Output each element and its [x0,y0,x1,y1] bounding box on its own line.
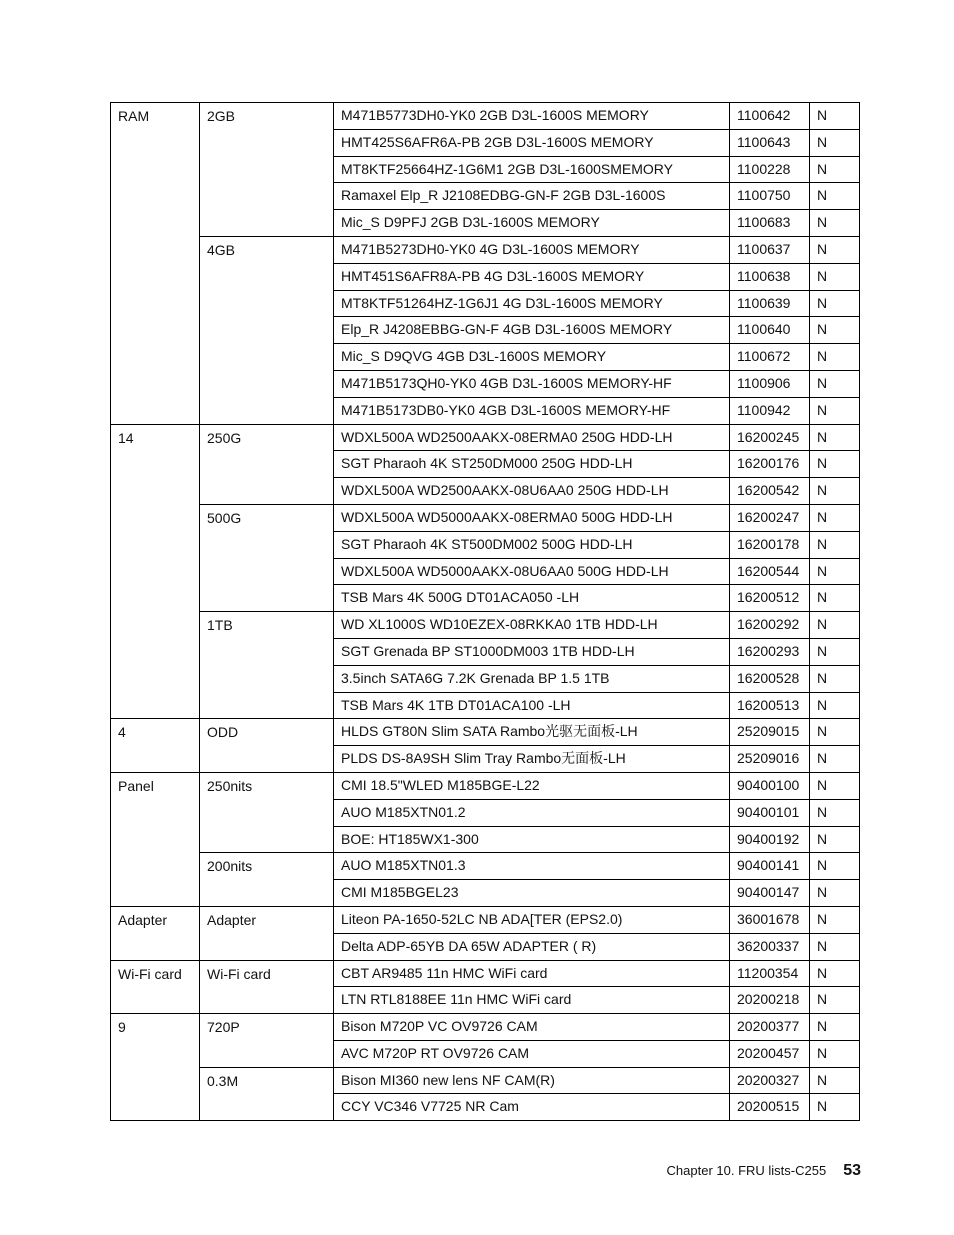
description-cell: CMI M185BGEL23 [334,880,730,907]
part-number-cell: 16200247 [730,504,810,531]
page-number: 53 [843,1162,861,1179]
description-cell: HMT425S6AFR6A-PB 2GB D3L-1600S MEMORY [334,129,730,156]
flag-cell: N [810,183,860,210]
part-number-cell: 1100906 [730,370,810,397]
flag-cell: N [810,263,860,290]
flag-cell: N [810,1094,860,1121]
description-cell: 3.5inch SATA6G 7.2K Grenada BP 1.5 1TB [334,665,730,692]
flag-cell: N [810,344,860,371]
spec-cell: 2GB [200,103,334,237]
flag-cell: N [810,236,860,263]
flag-cell: N [810,103,860,130]
category-cell: RAM [111,103,200,425]
part-number-cell: 90400192 [730,826,810,853]
description-cell: WDXL500A WD2500AAKX-08U6AA0 250G HDD-LH [334,478,730,505]
spec-cell: Adapter [200,906,334,960]
description-cell: Ramaxel Elp_R J2108EDBG-GN-F 2GB D3L-1600S [334,183,730,210]
flag-cell: N [810,397,860,424]
flag-cell: N [810,853,860,880]
part-number-cell: 20200218 [730,987,810,1014]
flag-cell: N [810,478,860,505]
flag-cell: N [810,317,860,344]
table-row [111,772,860,799]
part-number-cell: 16200544 [730,558,810,585]
table-row [111,1014,860,1041]
description-cell: WDXL500A WD5000AAKX-08ERMA0 500G HDD-LH [334,504,730,531]
fru-table-body [111,103,860,1121]
category-cell: Adapter [111,906,200,960]
category-cell: Wi-Fi card [111,960,200,1014]
flag-cell: N [810,960,860,987]
table-row [111,960,860,987]
category-cell: 9 [111,1014,200,1121]
part-number-cell: 25209016 [730,746,810,773]
flag-cell: N [810,987,860,1014]
flag-cell: N [810,156,860,183]
description-cell: Elp_R J4208EBBG-GN-F 4GB D3L-1600S MEMORY [334,317,730,344]
page-footer [667,1162,861,1180]
flag-cell: N [810,933,860,960]
flag-cell: N [810,585,860,612]
spec-cell: 250G [200,424,334,504]
part-number-cell: 36001678 [730,906,810,933]
flag-cell: N [810,906,860,933]
part-number-cell: 16200176 [730,451,810,478]
part-number-cell: 1100637 [730,236,810,263]
flag-cell: N [810,1014,860,1041]
flag-cell: N [810,692,860,719]
flag-cell: N [810,880,860,907]
flag-cell: N [810,531,860,558]
part-number-cell: 1100638 [730,263,810,290]
part-number-cell: 16200512 [730,585,810,612]
spec-cell: 720P [200,1014,334,1068]
table-row [111,612,860,639]
flag-cell: N [810,719,860,746]
description-cell: TSB Mars 4K 500G DT01ACA050 -LH [334,585,730,612]
part-number-cell: 16200245 [730,424,810,451]
description-cell: SGT Pharaoh 4K ST250DM000 250G HDD-LH [334,451,730,478]
table-row [111,1067,860,1094]
table-row [111,504,860,531]
description-cell: WDXL500A WD5000AAKX-08U6AA0 500G HDD-LH [334,558,730,585]
description-cell: Bison M720P VC OV9726 CAM [334,1014,730,1041]
table-row [111,906,860,933]
flag-cell: N [810,504,860,531]
description-cell: WDXL500A WD2500AAKX-08ERMA0 250G HDD-LH [334,424,730,451]
part-number-cell: 1100642 [730,103,810,130]
spec-cell: 500G [200,504,334,611]
description-cell: LTN RTL8188EE 11n HMC WiFi card [334,987,730,1014]
spec-cell: 1TB [200,612,334,719]
part-number-cell: 16200292 [730,612,810,639]
part-number-cell: 20200515 [730,1094,810,1121]
table-row [111,103,860,130]
part-number-cell: 1100643 [730,129,810,156]
description-cell: HMT451S6AFR8A-PB 4G D3L-1600S MEMORY [334,263,730,290]
flag-cell: N [810,1067,860,1094]
description-cell: SGT Grenada BP ST1000DM003 1TB HDD-LH [334,638,730,665]
description-cell: MT8KTF51264HZ-1G6J1 4G D3L-1600S MEMORY [334,290,730,317]
part-number-cell: 16200293 [730,638,810,665]
description-cell: MT8KTF25664HZ-1G6M1 2GB D3L-1600SMEMORY [334,156,730,183]
part-number-cell: 25209015 [730,719,810,746]
description-cell: AVC M720P RT OV9726 CAM [334,1040,730,1067]
part-number-cell: 16200542 [730,478,810,505]
flag-cell: N [810,772,860,799]
flag-cell: N [810,129,860,156]
part-number-cell: 1100672 [730,344,810,371]
flag-cell: N [810,1040,860,1067]
part-number-cell: 1100750 [730,183,810,210]
part-number-cell: 90400101 [730,799,810,826]
flag-cell: N [810,638,860,665]
part-number-cell: 16200528 [730,665,810,692]
table-row [111,236,860,263]
category-cell: 4 [111,719,200,773]
description-cell: AUO M185XTN01.3 [334,853,730,880]
description-cell: WD XL1000S WD10EZEX-08RKKA0 1TB HDD-LH [334,612,730,639]
description-cell: M471B5273DH0-YK0 4G D3L-1600S MEMORY [334,236,730,263]
spec-cell: 200nits [200,853,334,907]
flag-cell: N [810,799,860,826]
description-cell: SGT Pharaoh 4K ST500DM002 500G HDD-LH [334,531,730,558]
flag-cell: N [810,665,860,692]
spec-cell: 250nits [200,772,334,852]
part-number-cell: 16200178 [730,531,810,558]
flag-cell: N [810,451,860,478]
description-cell: TSB Mars 4K 1TB DT01ACA100 -LH [334,692,730,719]
part-number-cell: 1100639 [730,290,810,317]
spec-cell: Wi-Fi card [200,960,334,1014]
part-number-cell: 20200377 [730,1014,810,1041]
category-cell: 14 [111,424,200,719]
table-row [111,719,860,746]
description-cell: M471B5173DB0-YK0 4GB D3L-1600S MEMORY-HF [334,397,730,424]
part-number-cell: 36200337 [730,933,810,960]
flag-cell: N [810,290,860,317]
spec-cell: ODD [200,719,334,773]
description-cell: HLDS GT80N Slim SATA Rambo光驱无面板-LH [334,719,730,746]
category-cell: Panel [111,772,200,906]
table-row [111,853,860,880]
flag-cell: N [810,612,860,639]
description-cell: CCY VC346 V7725 NR Cam [334,1094,730,1121]
description-cell: M471B5173QH0-YK0 4GB D3L-1600S MEMORY-HF [334,370,730,397]
part-number-cell: 1100942 [730,397,810,424]
description-cell: Mic_S D9PFJ 2GB D3L-1600S MEMORY [334,210,730,237]
table-row [111,424,860,451]
part-number-cell: 11200354 [730,960,810,987]
description-cell: Bison MI360 new lens NF CAM(R) [334,1067,730,1094]
part-number-cell: 90400147 [730,880,810,907]
fru-table [110,102,860,1121]
flag-cell: N [810,746,860,773]
description-cell: M471B5773DH0-YK0 2GB D3L-1600S MEMORY [334,103,730,130]
spec-cell: 4GB [200,236,334,424]
flag-cell: N [810,558,860,585]
part-number-cell: 1100640 [730,317,810,344]
description-cell: AUO M185XTN01.2 [334,799,730,826]
description-cell: Delta ADP-65YB DA 65W ADAPTER ( R) [334,933,730,960]
flag-cell: N [810,826,860,853]
part-number-cell: 16200513 [730,692,810,719]
chapter-label: Chapter 10. FRU lists-C255 [666,1163,827,1178]
part-number-cell: 20200327 [730,1067,810,1094]
part-number-cell: 20200457 [730,1040,810,1067]
description-cell: Mic_S D9QVG 4GB D3L-1600S MEMORY [334,344,730,371]
spec-cell: 0.3M [200,1067,334,1121]
description-cell: PLDS DS-8A9SH Slim Tray Rambo无面板-LH [334,746,730,773]
description-cell: Liteon PA-1650-52LC NB ADA[TER (EPS2.0) [334,906,730,933]
description-cell: CBT AR9485 11n HMC WiFi card [334,960,730,987]
flag-cell: N [810,370,860,397]
part-number-cell: 90400141 [730,853,810,880]
flag-cell: N [810,210,860,237]
part-number-cell: 1100683 [730,210,810,237]
part-number-cell: 1100228 [730,156,810,183]
description-cell: CMI 18.5"WLED M185BGE-L22 [334,772,730,799]
description-cell: BOE: HT185WX1-300 [334,826,730,853]
flag-cell: N [810,424,860,451]
part-number-cell: 90400100 [730,772,810,799]
